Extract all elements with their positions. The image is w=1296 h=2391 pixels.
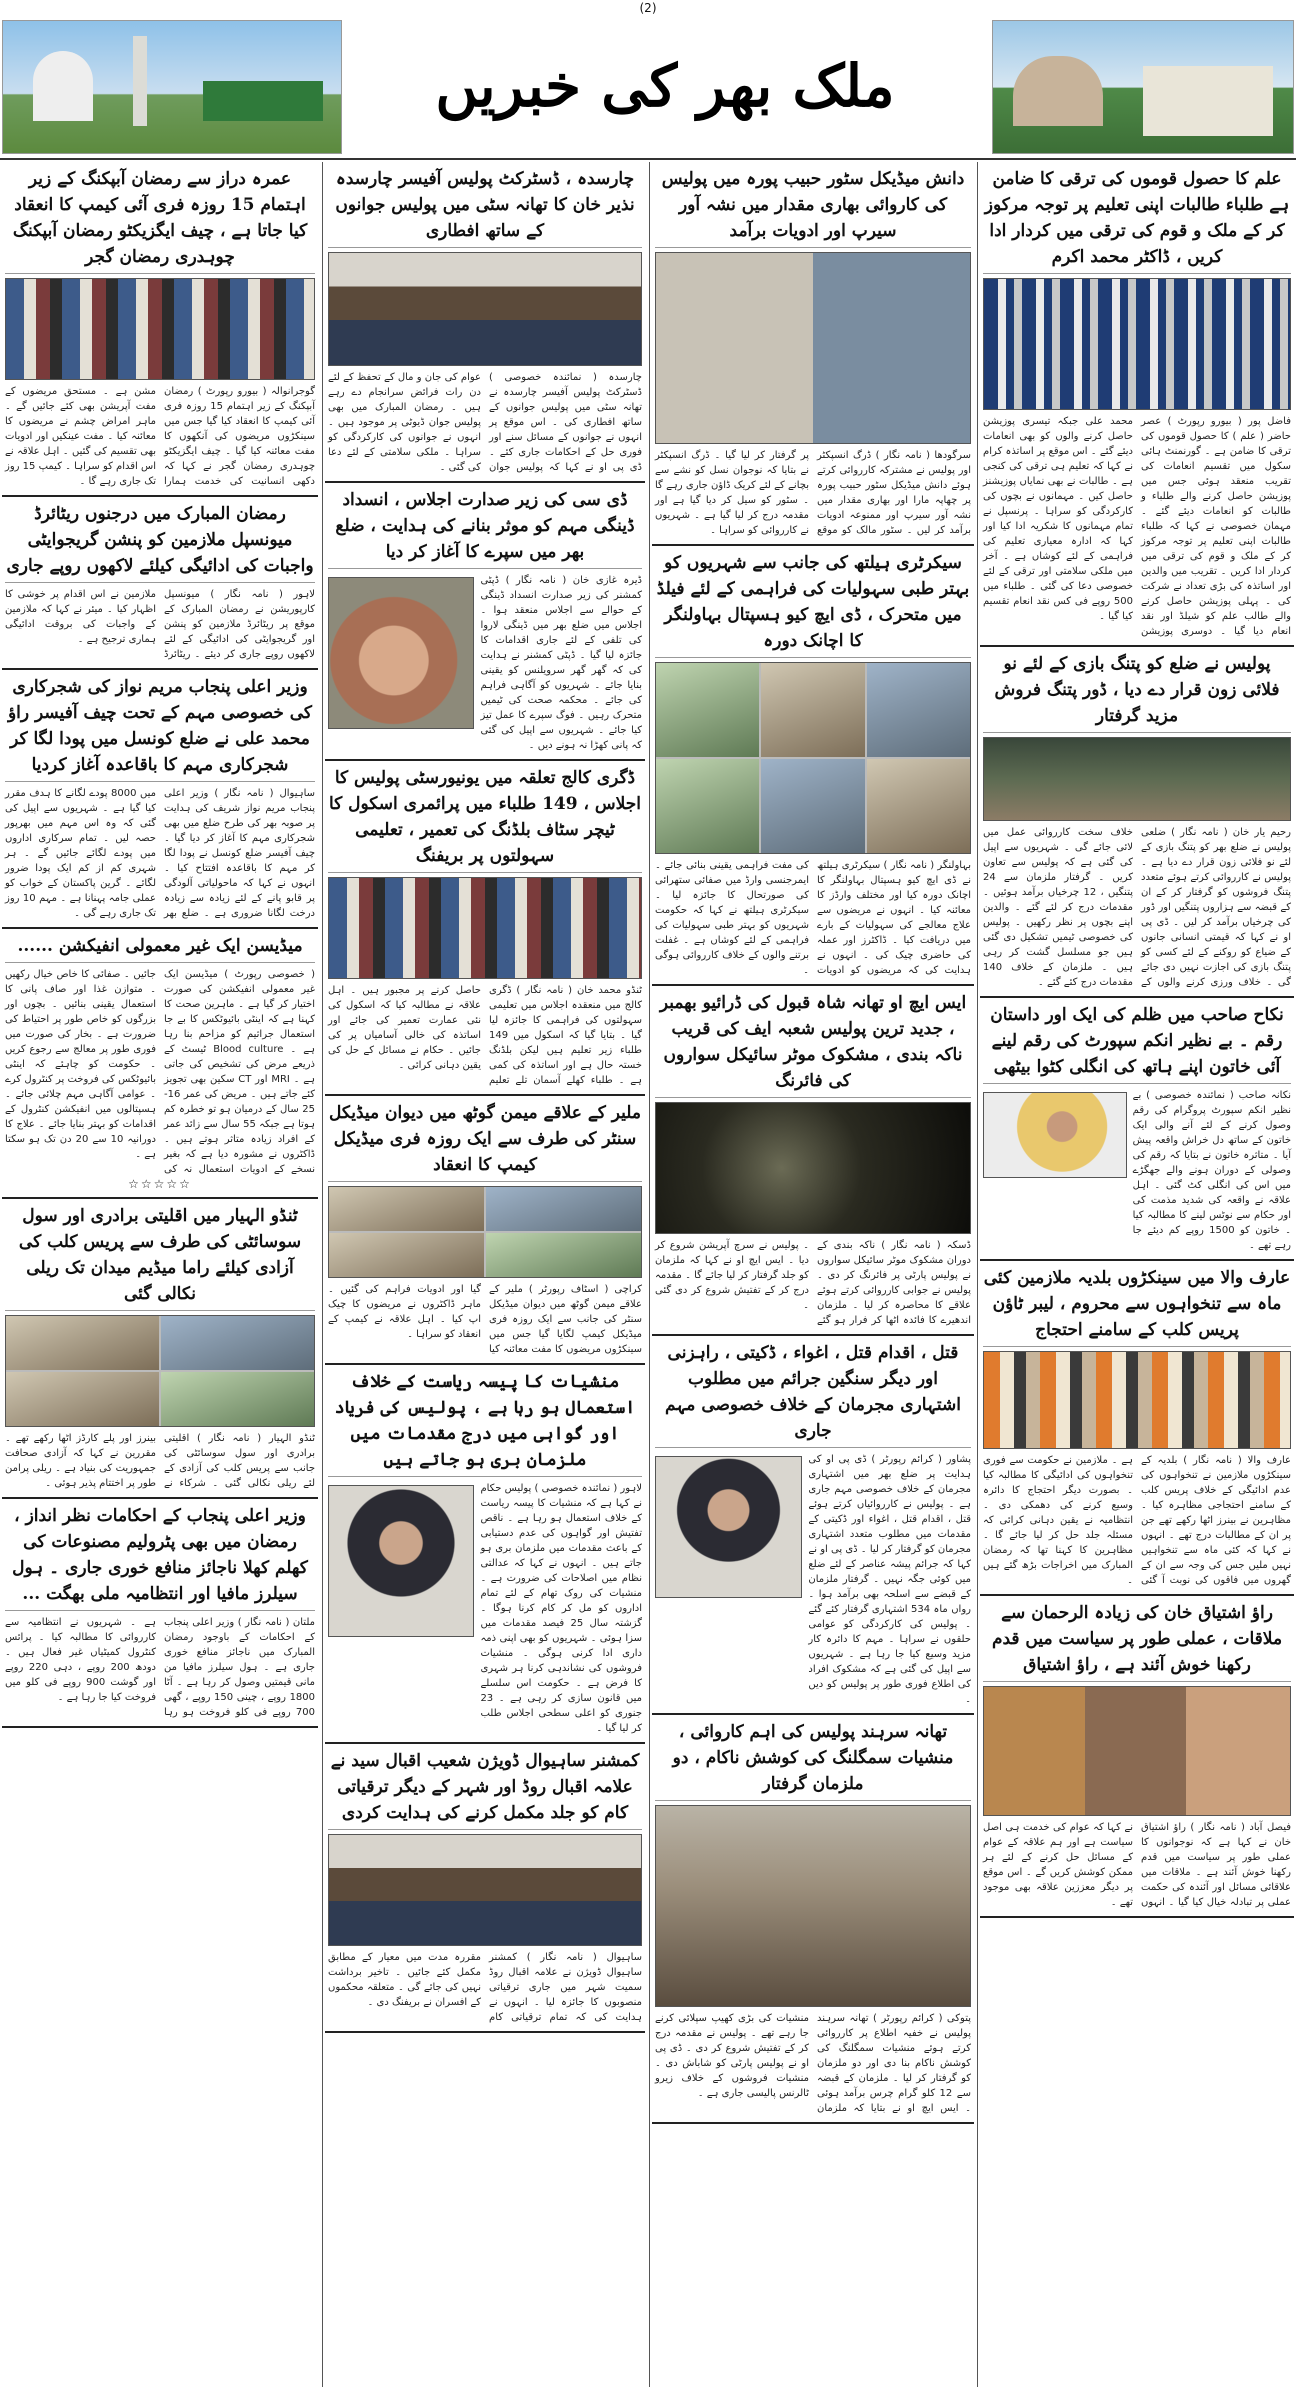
- article-headline: پولیس نے ضلع کو پتنگ بازی کے لئے نو فلائی زون قرار دے دیا ، ڈور پتنگ فروش مزید گرفتار: [983, 651, 1291, 733]
- article-body: ٹنڈو محمد خان ( نامہ نگار ) ڈگری کالج میں منعقدہ اجلاس میں تعلیمی سہولتوں کی فراہمی کا جائزہ لیا گیا ۔ بتایا گیا کہ اسکول میں 149 طلباء زیر تعلیم ہیں لیکن بلڈنگ خستہ حال ہے اور اساتذہ کی کمی ہے ۔ طلباء کھلے آسمان تلے تعلیم حاصل کرنے پر مجبور ہیں ۔ اہل علاقہ نے مطالبہ کیا کہ اسکول کی نئی عمارت تعمیر کی جائے اور اساتذہ کی خالی آسامیاں پر کی جائیں ۔ حکام نے مسائل کے حل کی یقین دہانی کرائی ۔: [328, 985, 642, 1086]
- article-headline: دانش میڈیکل سٹور حبیب پورہ میں پولیس کی کاروائی بھاری مقدار میں نشہ آور سیرپ اور ادویات برآمد: [655, 166, 971, 248]
- article-headline: ایس ایچ او تھانہ شاہ قبول کی ڈرائیو بھمبر ، جدید ترین پولیس شعبہ ایف کی قریب ناکہ بندی ، مشکوک موٹر سائیکل سواروں کی فائرنگ: [655, 990, 971, 1098]
- article-headline: عارف والا میں سینکڑوں بلدیہ ملازمین کئی ماہ سے تنخواہوں سے محروم ، لیبر ٹاؤن پریس کلب کے سامنے احتجاج: [983, 1265, 1291, 1347]
- article-headline: میڈیسن ایک غیر معمولی انفیکشن ......: [5, 933, 315, 963]
- masthead-right-image: [992, 20, 1294, 154]
- article-headline: وزیر اعلی پنجاب مریم نواز کی شجرکاری کی خصوصی مہم کے تحت چیف آفیسر راؤ محمد علی نے ضلع کونسل میں پودا لگا کر شجرکاری مہم کا باقاعدہ آغاز کردیا: [5, 674, 315, 782]
- news-article: [652, 162, 974, 546]
- article-body: ٹنڈو الہیار ( نامہ نگار ) اقلیتی برادری اور سول سوسائٹی کی جانب سے پریس کلب کی آزادی کے لئے ریلی نکالی گئی ۔ شرکاء نے بینرز اور پلے کارڈز اٹھا رکھے تھے ۔ مقررین نے کہا کہ آزادی صحافت جمہوریت کی بنیاد ہے ۔ ریلی پرامن طور پر اختتام پذیر ہوئی ۔: [5, 1433, 315, 1489]
- news-photo: [983, 1686, 1291, 1816]
- article-body: نکانہ صاحب ( نمائندہ خصوصی ) بے نظیر انکم سپورٹ پروگرام کی رقم وصول کرنے کے لئے آنے والی ایک خاتون کے ساتھ دل خراش واقعہ پیش آیا ۔ متاثرہ خاتون نے بتایا کہ رقم کی وصولی کے دوران ہونے والے جھگڑے میں اس کی انگلی کٹ گئی ۔ اہل علاقہ نے واقعہ کی شدید مذمت کی اور حکام سے نوٹس لینے کا مطالبہ کیا ۔ خاتون کو 1500 روپے کم دیئے جا رہے تھے ۔: [1132, 1090, 1292, 1251]
- news-article: [980, 1261, 1294, 1596]
- article-headline: چارسدہ ، ڈسٹرکٹ پولیس آفیسر چارسدہ نذیر خان کا تھانہ سٹی میں پولیس جوانوں کے ساتھ افطاری: [328, 166, 642, 248]
- news-photo-cell: [329, 1187, 484, 1231]
- news-photo-cell: [656, 759, 759, 853]
- news-photo: [655, 252, 971, 444]
- news-photo-cell: [486, 1233, 641, 1277]
- news-photo-cell: [161, 1316, 314, 1370]
- news-article: [325, 162, 645, 483]
- article-headline: ملیر کے علاقے میمن گوٹھ میں دیوان میڈیکل سنٹر کی طرف سے ایک روزہ فری میڈیکل کیمپ کا انعقاد: [328, 1100, 642, 1182]
- news-article: [980, 647, 1294, 998]
- news-article: [652, 1336, 974, 1715]
- news-article: [2, 1199, 318, 1499]
- news-photo-cell: [329, 1233, 484, 1277]
- article-headline: راؤ اشتیاق خان کی زیادہ الرحمان سے ملاقات ، عملی طور پر سیاست میں قدم رکھنا خوش آئند ہے ، راؤ اشتیاق: [983, 1600, 1291, 1682]
- news-article: [2, 1499, 318, 1728]
- news-photo: [328, 877, 642, 979]
- news-article: [325, 1365, 645, 1744]
- news-photo-cell: [161, 1372, 314, 1426]
- news-photo: [328, 577, 474, 729]
- article-body: فاضل پور ( بیورو رپورٹ ) عصر حاضر ( علم ) کا حصول قوموں کی ترقی کا ضامن ہے ۔ گورنمنٹ ہائی سکول میں تقسیم انعامات کی تقریب منعقد ہوئی جس میں پوزیشن حاصل کرنے والے طلباء و طالبات کو انعامات دیئے گئے ۔ مہمان خصوصی نے کہا کہ طلباء طالبات اپنی تعلیم پر توجہ مرکوز کر کے ملک و قوم کی ترقی میں کردار ادا کریں ۔ تقریب میں والدین اور اساتذہ کی بڑی تعداد نے شرکت کی ۔ پہلی پوزیشن حاصل کرنے والے طالب علم کو شیلڈ اور نقد انعام دیا گیا ۔ دوسری پوزیشن محمد علی جبکہ تیسری پوزیشن حاصل کرنے والوں کو بھی انعامات دیئے گئے ۔ اس موقع پر اساتذہ کرام نے کہا کہ تعلیم ہی ترقی کی کنجی ہے ۔ طالبات نے بھی نمایاں پوزیشنز حاصل کیں ۔ مہمانوں نے بچوں کی کارکردگی کو سراہا ۔ پرنسپل نے تمام مہمانوں کا شکریہ ادا کیا اور کہا کہ ادارہ معیاری تعلیم کی فراہمی کے لئے کوشاں ہے ۔ آخر میں ملکی سلامتی اور ترقی کے لئے خصوصی دعا کی گئی ۔ طلباء میں 500 روپے فی کس نقد انعام تقسیم کیا گیا ۔: [983, 416, 1291, 637]
- masthead-left-image: [2, 20, 342, 154]
- article-body: پشاور ( کرائم رپورٹر ) ڈی پی او کی ہدایت پر ضلع بھر میں اشتہاری مجرمان کے خلاف خصوصی مہم جاری ہے ۔ پولیس نے کارروائیاں کرتے ہوئے قتل ، اقدام قتل ، اغواء اور ڈکیتی کے مقدمات میں مطلوب متعدد اشتہاری مجرمان کو گرفتار کر لیا ۔ ڈی پی او نے کہا کہ جرائم پیشہ عناصر کے لئے ضلع میں کوئی جگہ نہیں ۔ گرفتار ملزمان کے قبضے سے اسلحہ بھی برآمد ہوا ۔ رواں ماہ 534 اشتہاری گرفتار کئے گئے ۔ پولیس کی کارکردگی کو عوامی حلقوں نے سراہا ۔ مہم کا دائرہ کار مزید وسیع کیا جا رہا ہے ۔ شہریوں سے اپیل کی گئی ہے کہ مشکوک افراد کی اطلاع فوری طور پر پولیس کو دیں ۔: [808, 1454, 971, 1705]
- column-divider: [649, 162, 650, 2387]
- news-photo: [655, 1456, 802, 1598]
- article-headline: کمشنر ساہیوال ڈویژن شعیب اقبال سید نے علامہ اقبال روڈ اور شہر کے دیگر ترقیاتی کام کو جلد مکمل کرنے کی ہدایت کردی: [328, 1748, 642, 1830]
- article-body: چارسدہ ( نمائندہ خصوصی ) ڈسٹرکٹ پولیس آفیسر چارسدہ نے تھانہ سٹی میں پولیس جوانوں کے ساتھ افطاری کی ۔ اس موقع پر انہوں نے جوانوں کے مسائل سنے اور فوری حل کے احکامات جاری کئے ۔ ڈی پی او نے کہا کہ پولیس جوان عوام کی جان و مال کے تحفظ کے لئے دن رات فرائض سرانجام دے رہے ہیں ۔ رمضان المبارک میں بھی پولیس جوان ڈیوٹی پر موجود ہیں ۔ انہوں نے جوانوں کی کارکردگی کو سراہا ۔ ملکی سلامتی کے لئے دعا کی گئی ۔: [328, 372, 642, 473]
- article-body: سرگودھا ( نامہ نگار ) ڈرگ انسپکٹر اور پولیس نے مشترکہ کارروائی کرتے ہوئے دانش میڈیکل سٹور حبیب پورہ پر چھاپہ مارا اور بھاری مقدار میں نشہ آور سیرپ اور ممنوعہ ادویات برآمد کر لیں ۔ سٹور مالک کو موقع پر گرفتار کر لیا گیا ۔ ڈرگ انسپکٹر نے بتایا کہ نوجوان نسل کو نشے سے بچانے کے لئے کریک ڈاؤن جاری رہے گا ۔ سٹور کو سیل کر دیا گیا ہے اور مقدمہ درج کر لیا گیا ہے ۔ شہریوں نے کارروائی کو سراہا ۔: [655, 450, 971, 536]
- article-body: ساہیوال ( نامہ نگار ) کمشنر ساہیوال ڈویژن نے علامہ اقبال روڈ سمیت شہر میں جاری ترقیاتی منصوبوں کا جائزہ لیا ۔ انہوں نے ہدایت کی کہ تمام ترقیاتی کام مقررہ مدت میں معیار کے مطابق مکمل کئے جائیں ۔ تاخیر برداشت نہیں کی جائے گی ۔ متعلقہ محکموں کے افسران نے بریفنگ دی ۔: [328, 1952, 642, 2023]
- news-photo: [983, 1351, 1291, 1449]
- article-body: ساہیوال ( نامہ نگار ) وزیر اعلی پنجاب مریم نواز شریف کی ہدایت پر صوبہ بھر کی طرح ضلع میں بھی شجرکاری مہم کا آغاز کر دیا گیا ۔ چیف آفیسر ضلع کونسل نے پودا لگا کر مہم کا باقاعدہ افتتاح کیا ۔ انہوں نے کہا کہ ماحولیاتی آلودگی پر قابو پانے کے لئے زیادہ سے زیادہ درخت لگانا ضروری ہے ۔ ضلع بھر میں 8000 پودے لگانے کا ہدف مقرر کیا گیا ہے ۔ شہریوں سے اپیل کی گئی کہ وہ اس مہم میں بھرپور حصہ لیں ۔ تمام سرکاری اداروں میں پودے لگائے جائیں گے ۔ ہر شہری کم از کم ایک پودا ضرور لگائے ۔ گرین پاکستان کے خواب کو عملی جامہ پہنانا ہے ۔ مہم 10 روز تک جاری رہے گی ۔: [5, 788, 315, 919]
- article-headline: قتل ، اقدام قتل ، اغواء ، ڈکیتی ، راہزنی اور دیگر سنگین جرائم میں مطلوب اشتہاری مجرمان کے خلاف خصوصی مہم جاری: [655, 1340, 971, 1448]
- page-number: (2): [639, 1, 657, 15]
- news-article: [980, 1596, 1294, 1918]
- news-photo: [655, 1102, 971, 1234]
- news-article: [980, 162, 1294, 647]
- news-photo: [328, 1485, 474, 1637]
- news-article: [652, 986, 974, 1336]
- article-body: بہاولنگر ( نامہ نگار ) سیکرٹری ہیلتھ نے ڈی ایچ کیو ہسپتال بہاولنگر کا اچانک دورہ کیا اور مختلف وارڈز کا معائنہ کیا ۔ انہوں نے مریضوں سے علاج معالجے کی سہولیات کے بارے میں دریافت کیا ۔ ڈاکٹرز اور عملہ کی حاضری چیک کی ۔ انہوں نے ہدایت کی کہ مریضوں کو ادویات کی مفت فراہمی یقینی بنائی جائے ۔ ایمرجنسی وارڈ میں صفائی ستھرائی کی صورتحال کا جائزہ لیا ۔ سیکرٹری ہیلتھ نے کہا کہ حکومت شہریوں کو بہتر طبی سہولیات کی فراہمی کے لئے کوشاں ہے ۔ غفلت برتنے والوں کے خلاف کارروائی ہوگی ۔: [655, 860, 971, 976]
- masthead: [0, 16, 1296, 160]
- news-photo: [655, 662, 971, 854]
- article-headline: منشیات کا پیسہ ریاست کے خلاف استعمال ہو رہا ہے ، پولیس کی فریاد اور گواہی میں درج مقدمات میں ملزمان بری ہو جاتے ہیں: [328, 1369, 642, 1477]
- article-headline: علم کا حصول قوموں کی ترقی کا ضامن ہے طلباء طالبات اپنی تعلیم پر توجہ مرکوز کر کے ملک و قوم کی ترقی میں کردار ادا کریں ، ڈاکٹر محمد اکرم: [983, 166, 1291, 274]
- star-divider: ☆☆☆☆☆: [128, 1177, 192, 1191]
- article-headline: نکاح صاحب میں ظلم کی ایک اور داستان رقم ۔ بے نظیر انکم سپورٹ کی رقم لینے آئی خاتون اپنے ہاتھ کی انگلی کٹوا بیٹھی: [983, 1002, 1291, 1084]
- article-body: ملتان ( نامہ نگار ) وزیر اعلی پنجاب کے احکامات کے باوجود رمضان المبارک میں ناجائز منافع خوری جاری ہے ۔ ہول سیلرز مافیا من مانی قیمتیں وصول کر رہا ہے ۔ آٹا 1800 روپے ، چینی 150 روپے ، گھی 700 روپے فی کلو فروخت ہو رہا ہے ۔ شہریوں نے انتظامیہ سے کارروائی کا مطالبہ کیا ۔ پرائس کنٹرول کمیٹیاں غیر فعال ہیں ۔ دودھ 200 روپے ، دہی 220 روپے اور گوشت 900 روپے فی کلو میں فروخت کیا جا رہا ہے ۔: [5, 1617, 316, 1718]
- news-photo: [5, 1315, 315, 1427]
- news-photo-cell: [761, 663, 864, 757]
- article-headline: تھانہ سرہند پولیس کی اہم کاروائی ، منشیات سمگلنگ کی کوشش ناکام ، دو ملزمان گرفتار: [655, 1719, 971, 1801]
- article-headline: ڈی سی کی زیر صدارت اجلاس ، انسداد ڈینگی مہم کو موثر بنانے کی ہدایت ، ضلع بھر میں سپرے کا آغاز کر دیا: [328, 487, 642, 569]
- news-column-4: [2, 162, 318, 2387]
- news-photo-cell: [761, 759, 864, 853]
- news-article: [325, 483, 645, 761]
- masthead-title: ملک بھر کی خبریں: [435, 52, 895, 120]
- news-photo: [328, 1834, 642, 1946]
- article-body: عارف والا ( نامہ نگار ) بلدیہ کے سینکڑوں ملازمین نے تنخواہوں کی عدم ادائیگی کے خلاف پریس کلب کے سامنے احتجاجی مظاہرہ کیا ۔ مظاہرین نے بینرز اٹھا رکھے تھے جن پر ان کے مطالبات درج تھے ۔ انہوں نے کہا کہ کئی ماہ سے تنخواہیں نہیں ملیں جس کی وجہ سے ان کے گھروں میں فاقوں کی نوبت آ گئی ہے ۔ ملازمین نے حکومت سے فوری تنخواہوں کی ادائیگی کا مطالبہ کیا ۔ بصورت دیگر احتجاج کا دائرہ وسیع کرنے کی دھمکی دی ۔ انتظامیہ نے یقین دہانی کرائی کہ مسئلہ جلد حل کر لیا جائے گا ۔ مظاہرین کا کہنا تھا کہ رمضان المبارک میں اخراجات بڑھ گئے ہیں ۔: [983, 1455, 1291, 1586]
- news-column-2: [652, 162, 974, 2387]
- news-article: [325, 761, 645, 1096]
- article-body: لاہور ( نمائندہ خصوصی ) پولیس حکام نے کہا ہے کہ منشیات کا پیسہ ریاست کے خلاف استعمال ہو رہا ہے ۔ ناقص تفتیش اور گواہوں کی عدم دستیابی کے باعث مقدمات میں ملزمان بری ہو جاتے ہیں ۔ انہوں نے کہا کہ عدالتی نظام میں اصلاحات کی ضرورت ہے ۔ منشیات کی روک تھام کے لئے تمام اداروں کو مل کر کام کرنا ہوگا ۔ گزشتہ سال 25 فیصد مقدمات میں سزا ہوئی ۔ شہریوں کو بھی اپنی ذمہ داری ادا کرنی ہوگی ۔ منشیات فروشوں کی نشاندہی کرنا ہر شہری کا فرض ہے ۔ حکومت اس سلسلے میں قانون سازی کر رہی ہے ۔ 23 جنوری کو اعلی سطحی اجلاس طلب کر لیا گیا ۔: [480, 1483, 642, 1734]
- column-divider: [322, 162, 323, 2387]
- news-column-1: [980, 162, 1294, 2387]
- article-body: گوجرانوالہ ( بیورو رپورٹ ) رمضان آبپکنگ کے زیر اہتمام 15 روزہ فری آئی کیمپ کا انعقاد کیا گیا جس میں سینکڑوں مریضوں کی آنکھوں کا مفت معائنہ کیا گیا ۔ چیف ایگزیکٹو چوہدری رمضان گجر نے کہا کہ دکھی انسانیت کی خدمت ہمارا مشن ہے ۔ مستحق مریضوں کے مفت آپریشن بھی کئے جائیں گے ۔ ماہر امراض چشم نے مریضوں کا معائنہ کیا ۔ مفت عینکیں اور ادویات بھی تقسیم کی گئیں ۔ اہل علاقہ نے اس اقدام کو سراہا ۔ کیمپ 15 روز تک جاری رہے گا ۔: [5, 386, 315, 487]
- news-article: [652, 1715, 974, 2124]
- article-headline: رمضان المبارک میں درجنوں ریٹائرڈ میونسپل ملازمین کو پنشن گریجوایٹی واجبات کی ادائیگی کیلئے لاکھوں روپے جاری: [5, 501, 315, 583]
- news-article: [325, 1744, 645, 2033]
- news-photo: [328, 1186, 642, 1278]
- news-photo: [5, 278, 315, 380]
- news-photo-cell: [656, 663, 759, 757]
- news-article: [2, 670, 318, 929]
- news-photo-cell: [867, 759, 970, 853]
- article-body: ( خصوصی رپورٹ ) میڈیسن ایک غیر معمولی انفیکشن کی صورت اختیار کر گیا ہے ۔ ماہرین صحت کا کہنا ہے کہ اینٹی بائیوٹکس کا بے جا استعمال جراثیم کو مزاحم بنا رہا ہے ۔ Blood culture ٹیسٹ کے ذریعے مرض کی تشخیص کی جاتی ہے ۔ MRI اور CT سکین بھی تجویز کئے جاتے ہیں ۔ مریض کی عمر 16-25 سال کے درمیان ہو تو خطرہ کم ہوتا ہے جبکہ 55 سال سے زائد عمر کے افراد زیادہ متاثر ہوتے ہیں ۔ ڈاکٹروں نے مشورہ دیا ہے کہ بغیر نسخے کے ادویات استعمال نہ کی جائیں ۔ صفائی کا خاص خیال رکھیں ۔ متوازن غذا اور صاف پانی کا استعمال یقینی بنائیں ۔ بچوں اور بزرگوں کو خاص طور پر احتیاط کی ضرورت ہے ۔ بخار کی صورت میں فوری طور پر معالج سے رجوع کریں ۔ حکومت کو چاہئے کہ اینٹی بائیوٹکس کی فروخت پر کنٹرول کرے ۔ عوامی آگاہی مہم چلائی جائے ۔ ہسپتالوں میں انفیکشن کنٹرول کے اقدامات کو بہتر بنایا جائے ۔ علاج کا دورانیہ 10 سے 20 دن تک ہو سکتا ہے ۔: [5, 969, 316, 1175]
- article-body: ڈیرہ غازی خان ( نامہ نگار ) ڈپٹی کمشنر کی زیر صدارت انسداد ڈینگی کے حوالے سے اجلاس منعقد ہوا ۔ اجلاس میں ضلع بھر میں ڈینگی لاروا کی تلفی کے لئے جاری اقدامات کا جائزہ لیا گیا ۔ ڈپٹی کمشنر نے ہدایت کی کہ گھر گھر سرویلنس کو یقینی بنایا جائے ۔ شہریوں کو آگاہی فراہم کی جائے ۔ محکمہ صحت کی ٹیمیں متحرک رہیں ۔ فوگ سپرے کا عمل تیز کیا جائے ۔ شہریوں سے اپیل کی گئی کہ پانی کھڑا نہ ہونے دیں ۔: [480, 575, 642, 751]
- news-column-3: [325, 162, 645, 2387]
- news-photo-cell: [6, 1316, 159, 1370]
- news-article: [2, 497, 318, 670]
- news-photo-cell: [867, 663, 970, 757]
- article-body: فیصل آباد ( نامہ نگار ) راؤ اشتیاق خان نے کہا ہے کہ نوجوانوں کا عملی طور پر سیاست میں قدم رکھنا خوش آئند ہے ۔ ملاقات میں علاقائی مسائل اور آئندہ کی حکمت عملی پر تبادلہ خیال کیا گیا ۔ انہوں نے کہا کہ عوام کی خدمت ہی اصل سیاست ہے اور ہم علاقہ کے عوام کے مسائل حل کرنے کے لئے ہر ممکن کوشش کریں گے ۔ اس موقع پر دیگر معززین علاقہ بھی موجود تھے ۔: [983, 1822, 1291, 1908]
- news-photo: [655, 1805, 971, 2007]
- article-body: لاہور ( نامہ نگار ) میونسپل کارپوریشن نے رمضان المبارک کے موقع پر ریٹائرڈ ملازمین کو پنشن اور گریجوایٹی کی ادائیگی کے لئے لاکھوں روپے جاری کر دیئے ۔ ریٹائرڈ ملازمین نے اس اقدام پر خوشی کا اظہار کیا ۔ میئر نے کہا کہ ملازمین کے واجبات کی بروقت ادائیگی ہماری ترجیح ہے ۔: [5, 589, 315, 660]
- article-body: ڈسکہ ( نامہ نگار ) ناکہ بندی کے دوران مشکوک موٹر سائیکل سواروں نے پولیس پارٹی پر فائرنگ کر دی ۔ پولیس نے جوابی کارروائی کرتے ہوئے علاقے کا محاصرہ کر لیا ۔ ملزمان اندھیرے کا فائدہ اٹھا کر فرار ہو گئے ۔ پولیس نے سرچ آپریشن شروع کر دیا ۔ ایس ایچ او نے کہا کہ ملزمان کو جلد گرفتار کر لیا جائے گا ۔ مقدمہ درج کر کے تفتیش شروع کر دی گئی ۔: [655, 1240, 971, 1326]
- news-article: [325, 1096, 645, 1365]
- article-body: رحیم یار خان ( نامہ نگار ) ضلعی پولیس نے ضلع بھر کو پتنگ بازی کے لئے نو فلائی زون قرار دے دیا ہے ۔ پولیس نے کارروائی کرتے ہوئے متعدد پتنگ فروشوں کو گرفتار کر کے ان کے قبضہ سے ہزاروں پتنگیں اور ڈور کی چرخیاں برآمد کر لیں ۔ ڈی پی او نے کہا کہ قیمتی انسانی جانوں کے ضیاع کو روکنے کے لئے کسی کو پتنگ بازی کی اجازت نہیں دی جائے گی ۔ خلاف ورزی کرنے والوں کے خلاف سخت کارروائی عمل میں لائی جائے گی ۔ شہریوں سے اپیل کی گئی ہے کہ پولیس سے تعاون کریں ۔ گرفتار ملزمان سے 24 پتنگیں ، 12 چرخیاں برآمد ہوئیں ۔ مقدمات درج کر لئے گئے ۔ والدین اپنے بچوں پر نظر رکھیں ۔ پولیس کی خصوصی ٹیمیں تشکیل دی گئی ہیں جو مسلسل گشت کر رہی ہیں ۔ ملزمان کے خلاف 140 مقدمات درج کئے گئے ۔: [983, 827, 1291, 988]
- article-body: پتوکی ( کرائم رپورٹر ) تھانہ سرہند پولیس نے خفیہ اطلاع پر کارروائی کرتے ہوئے منشیات سمگلنگ کی کوشش ناکام بنا دی اور دو ملزمان کو گرفتار کر لیا ۔ ملزمان کے قبضہ سے 12 کلو گرام چرس برآمد ہوئی ۔ ایس ایچ او نے بتایا کہ ملزمان منشیات کی بڑی کھیپ سپلائی کرنے جا رہے تھے ۔ پولیس نے مقدمہ درج کر کے تفتیش شروع کر دی ۔ ڈی پی او نے پولیس پارٹی کو شاباش دی ۔ منشیات فروشوں کے خلاف زیرو ٹالرنس پالیسی جاری ہے ۔: [655, 2013, 971, 2114]
- news-article: [652, 546, 974, 986]
- news-article: [2, 162, 318, 497]
- news-photo: [983, 737, 1291, 821]
- article-body: کراچی ( اسٹاف رپورٹر ) ملیر کے علاقے میمن گوٹھ میں دیوان میڈیکل سنٹر کی جانب سے ایک روزہ فری میڈیکل کیمپ لگایا گیا جس میں سینکڑوں مریضوں کا مفت معائنہ کیا گیا اور ادویات فراہم کی گئیں ۔ ماہر ڈاکٹروں نے مریضوں کا چیک اپ کیا ۔ اہل علاقہ نے کیمپ کے انعقاد کو سراہا ۔: [328, 1284, 642, 1355]
- news-photo: [328, 252, 642, 366]
- news-photo: [983, 278, 1291, 410]
- news-photo: [983, 1092, 1127, 1178]
- article-headline: عمرہ دراز سے رمضان آبپکنگ کے زیر اہتمام 15 روزہ فری آئی کیمپ کا انعقاد کیا جاتا ہے ، چیف ایگزیکٹو رمضان آبپکنگ چوہدری رمضان گجر: [5, 166, 315, 274]
- news-photo-cell: [6, 1372, 159, 1426]
- article-headline: ڈگری کالج تعلقہ میں یونیورسٹی پولیس کا اجلاس ، 149 طلباء میں پرائمری اسکول کا ٹیچر سٹاف بلڈنگ کی تعمیر ، تعلیمی سہولتوں پر بریفنگ: [328, 765, 642, 873]
- column-divider: [977, 162, 978, 2387]
- news-article: [980, 998, 1294, 1261]
- article-headline: سیکرٹری ہیلتھ کی جانب سے شہریوں کو بہتر طبی سہولیات کی فراہمی کے لئے فیلڈ میں متحرک ، ڈی ایچ کیو ہسپتال بہاولنگر کا اچانک دورہ: [655, 550, 971, 658]
- article-headline: ٹنڈو الہیار میں اقلیتی برادری اور سول سوسائٹی کی طرف سے پریس کلب کی آزادی کیلئے راما میڈیم میدان تک ریلی نکالی گئی: [5, 1203, 315, 1311]
- article-headline: وزیر اعلی پنجاب کے احکامات نظر انداز ، رمضان میں بھی پٹرولیم مصنوعات کی کھلم کھلا ناجائز منافع خوری جاری ۔ ہول سیلرز مافیا اور انتظامیہ ملی بھگت ...: [5, 1503, 315, 1611]
- news-article: [2, 929, 318, 1199]
- news-photo-cell: [486, 1187, 641, 1231]
